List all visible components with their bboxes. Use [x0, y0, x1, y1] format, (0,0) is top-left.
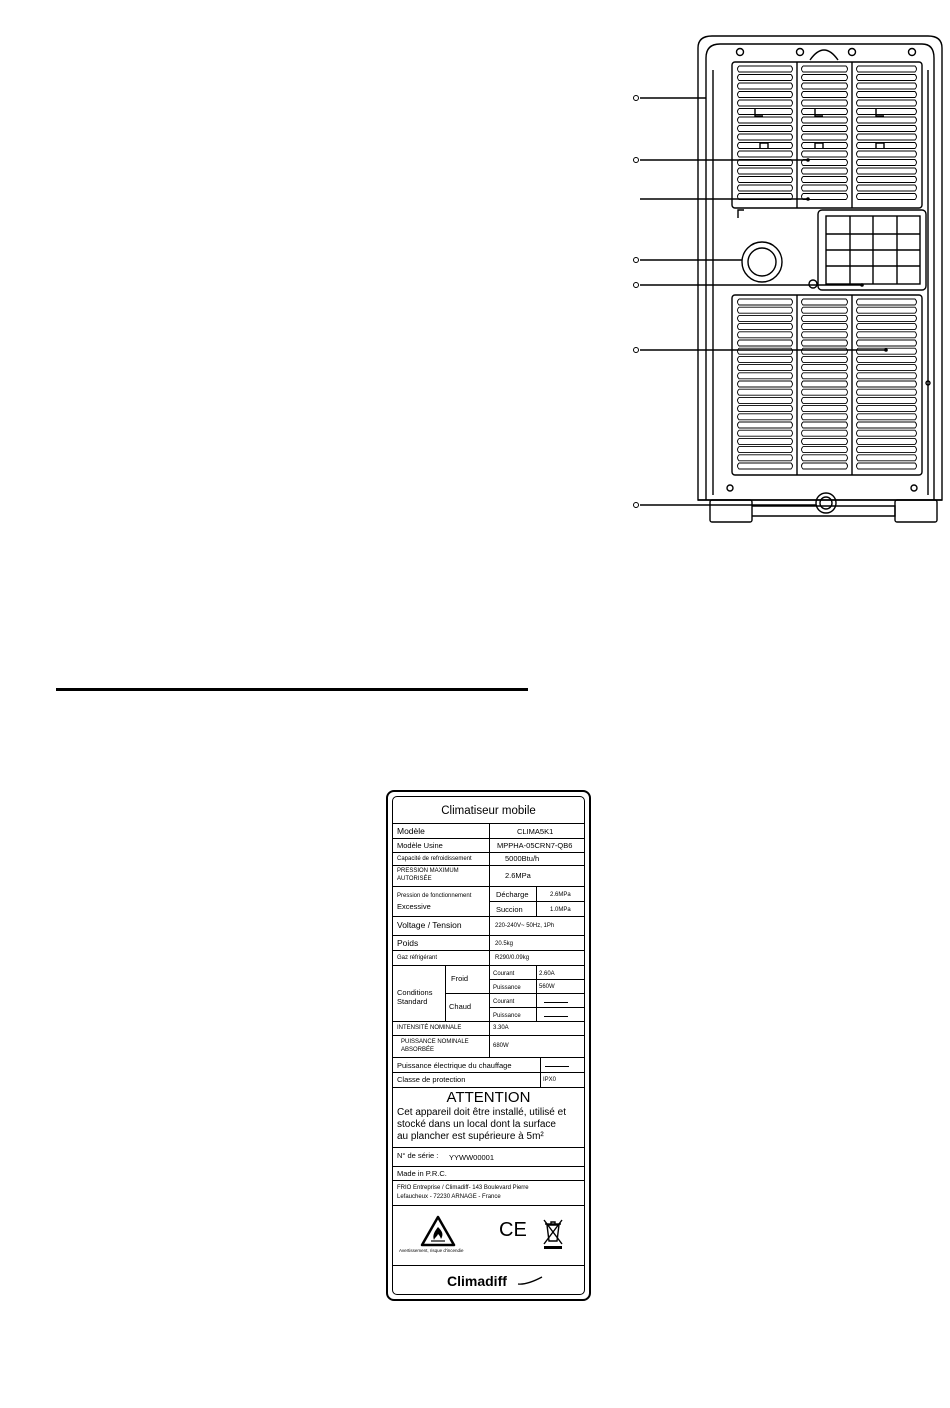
- section-divider: [56, 688, 528, 691]
- froid-courant-value: 2.60A: [539, 971, 555, 977]
- pression-fonct-label-2: Excessive: [397, 902, 431, 911]
- brand-logo: Climadiff: [447, 1273, 507, 1289]
- rating-label-inner: [392, 796, 585, 1295]
- attention-line-1: Cet appareil doit être installé, utilisé et: [397, 1107, 566, 1118]
- ce-mark: CE: [499, 1219, 527, 1241]
- puissance-chauffage-dash: [545, 1066, 569, 1067]
- chaud-courant-dash: [544, 1002, 568, 1003]
- poids-label: Poids: [397, 938, 419, 948]
- chaud-puissance-dash: [544, 1016, 568, 1017]
- poids-value: 20.5kg: [495, 941, 514, 947]
- froid-puissance-label: Puissance: [493, 985, 521, 991]
- capacite-value: 5000Btu/h: [505, 854, 540, 863]
- address-line-2: Lefaucheux - 72230 ARNAGE - France: [397, 1194, 501, 1200]
- unit-rear-view-diagram: [0, 0, 950, 560]
- pression-max-value: 2.6MPa: [505, 871, 531, 880]
- succion-label: Succion: [496, 905, 523, 914]
- made-in: Made in P.R.C.: [397, 1169, 447, 1178]
- gaz-label: Gaz réfrigérant: [397, 955, 438, 961]
- chaud-courant-label: Courant: [493, 999, 515, 1005]
- conditions-label-2: Standard: [397, 997, 428, 1006]
- froid-puissance-value: 560W: [539, 984, 555, 990]
- pression-fonct-label-1: Pression de fonctionnement: [397, 893, 472, 899]
- rating-label: [386, 790, 591, 1301]
- modele-label: Modèle: [397, 826, 425, 836]
- attention-title: ATTENTION: [446, 1089, 531, 1106]
- intensite-label: INTENSITÉ NOMINALE: [397, 1025, 462, 1031]
- serie-value: YYWW00001: [449, 1153, 495, 1162]
- froid-courant-label: Courant: [493, 971, 515, 977]
- voltage-value: 220-240V~ 50Hz, 1Ph: [495, 923, 555, 929]
- fire-warning-icon: [420, 1215, 456, 1247]
- decharge-label: Décharge: [496, 890, 529, 899]
- modele-usine-value: MPPHA-05CRN7-QB6: [497, 841, 573, 850]
- weee-bin-icon: [541, 1217, 565, 1251]
- decharge-value: 2.6MPa: [550, 892, 571, 898]
- capacite-label: Capacité de refroidissement: [397, 856, 472, 862]
- puissance-nom-value: 680W: [493, 1043, 509, 1049]
- warning-caption: Avertissement, risque d'incendie: [399, 1248, 464, 1253]
- label-title: Climatiseur mobile: [441, 805, 536, 817]
- pression-max-label-1: PRESSION MAXIMUM: [397, 868, 459, 874]
- puissance-chauffage-label: Puissance électrique du chauffage: [397, 1061, 512, 1070]
- attention-line-2: stocké dans un local dont la surface: [397, 1119, 556, 1130]
- serie-label: N° de série :: [397, 1151, 439, 1160]
- modele-value: CLIMA5K1: [517, 827, 554, 836]
- gaz-value: R290/0.09kg: [495, 955, 530, 961]
- classe-value: IPX0: [543, 1077, 557, 1083]
- modele-usine-label: Modèle Usine: [397, 841, 443, 850]
- classe-label: Classe de protection: [397, 1075, 466, 1084]
- brand-swoosh-icon: [517, 1275, 543, 1287]
- attention-line-3: au plancher est supérieure à 5m²: [397, 1131, 544, 1142]
- chaud-puissance-label: Puissance: [493, 1013, 521, 1019]
- pression-max-label-2: AUTORISÉE: [397, 876, 432, 882]
- froid-label: Froid: [451, 974, 469, 983]
- address-line-1: FRIO Entreprise / Climadiff- 143 Boulevard Pierre: [397, 1185, 529, 1191]
- succion-value: 1.0MPa: [550, 907, 571, 913]
- voltage-label: Voltage / Tension: [397, 920, 462, 930]
- intensite-value: 3.30A: [493, 1025, 509, 1031]
- puissance-nom-label-1: PUISSANCE NOMINALE: [401, 1039, 469, 1045]
- chaud-label: Chaud: [449, 1002, 472, 1011]
- conditions-label-1: Conditions: [397, 988, 433, 997]
- puissance-nom-label-2: ABSORBÉE: [401, 1047, 435, 1053]
